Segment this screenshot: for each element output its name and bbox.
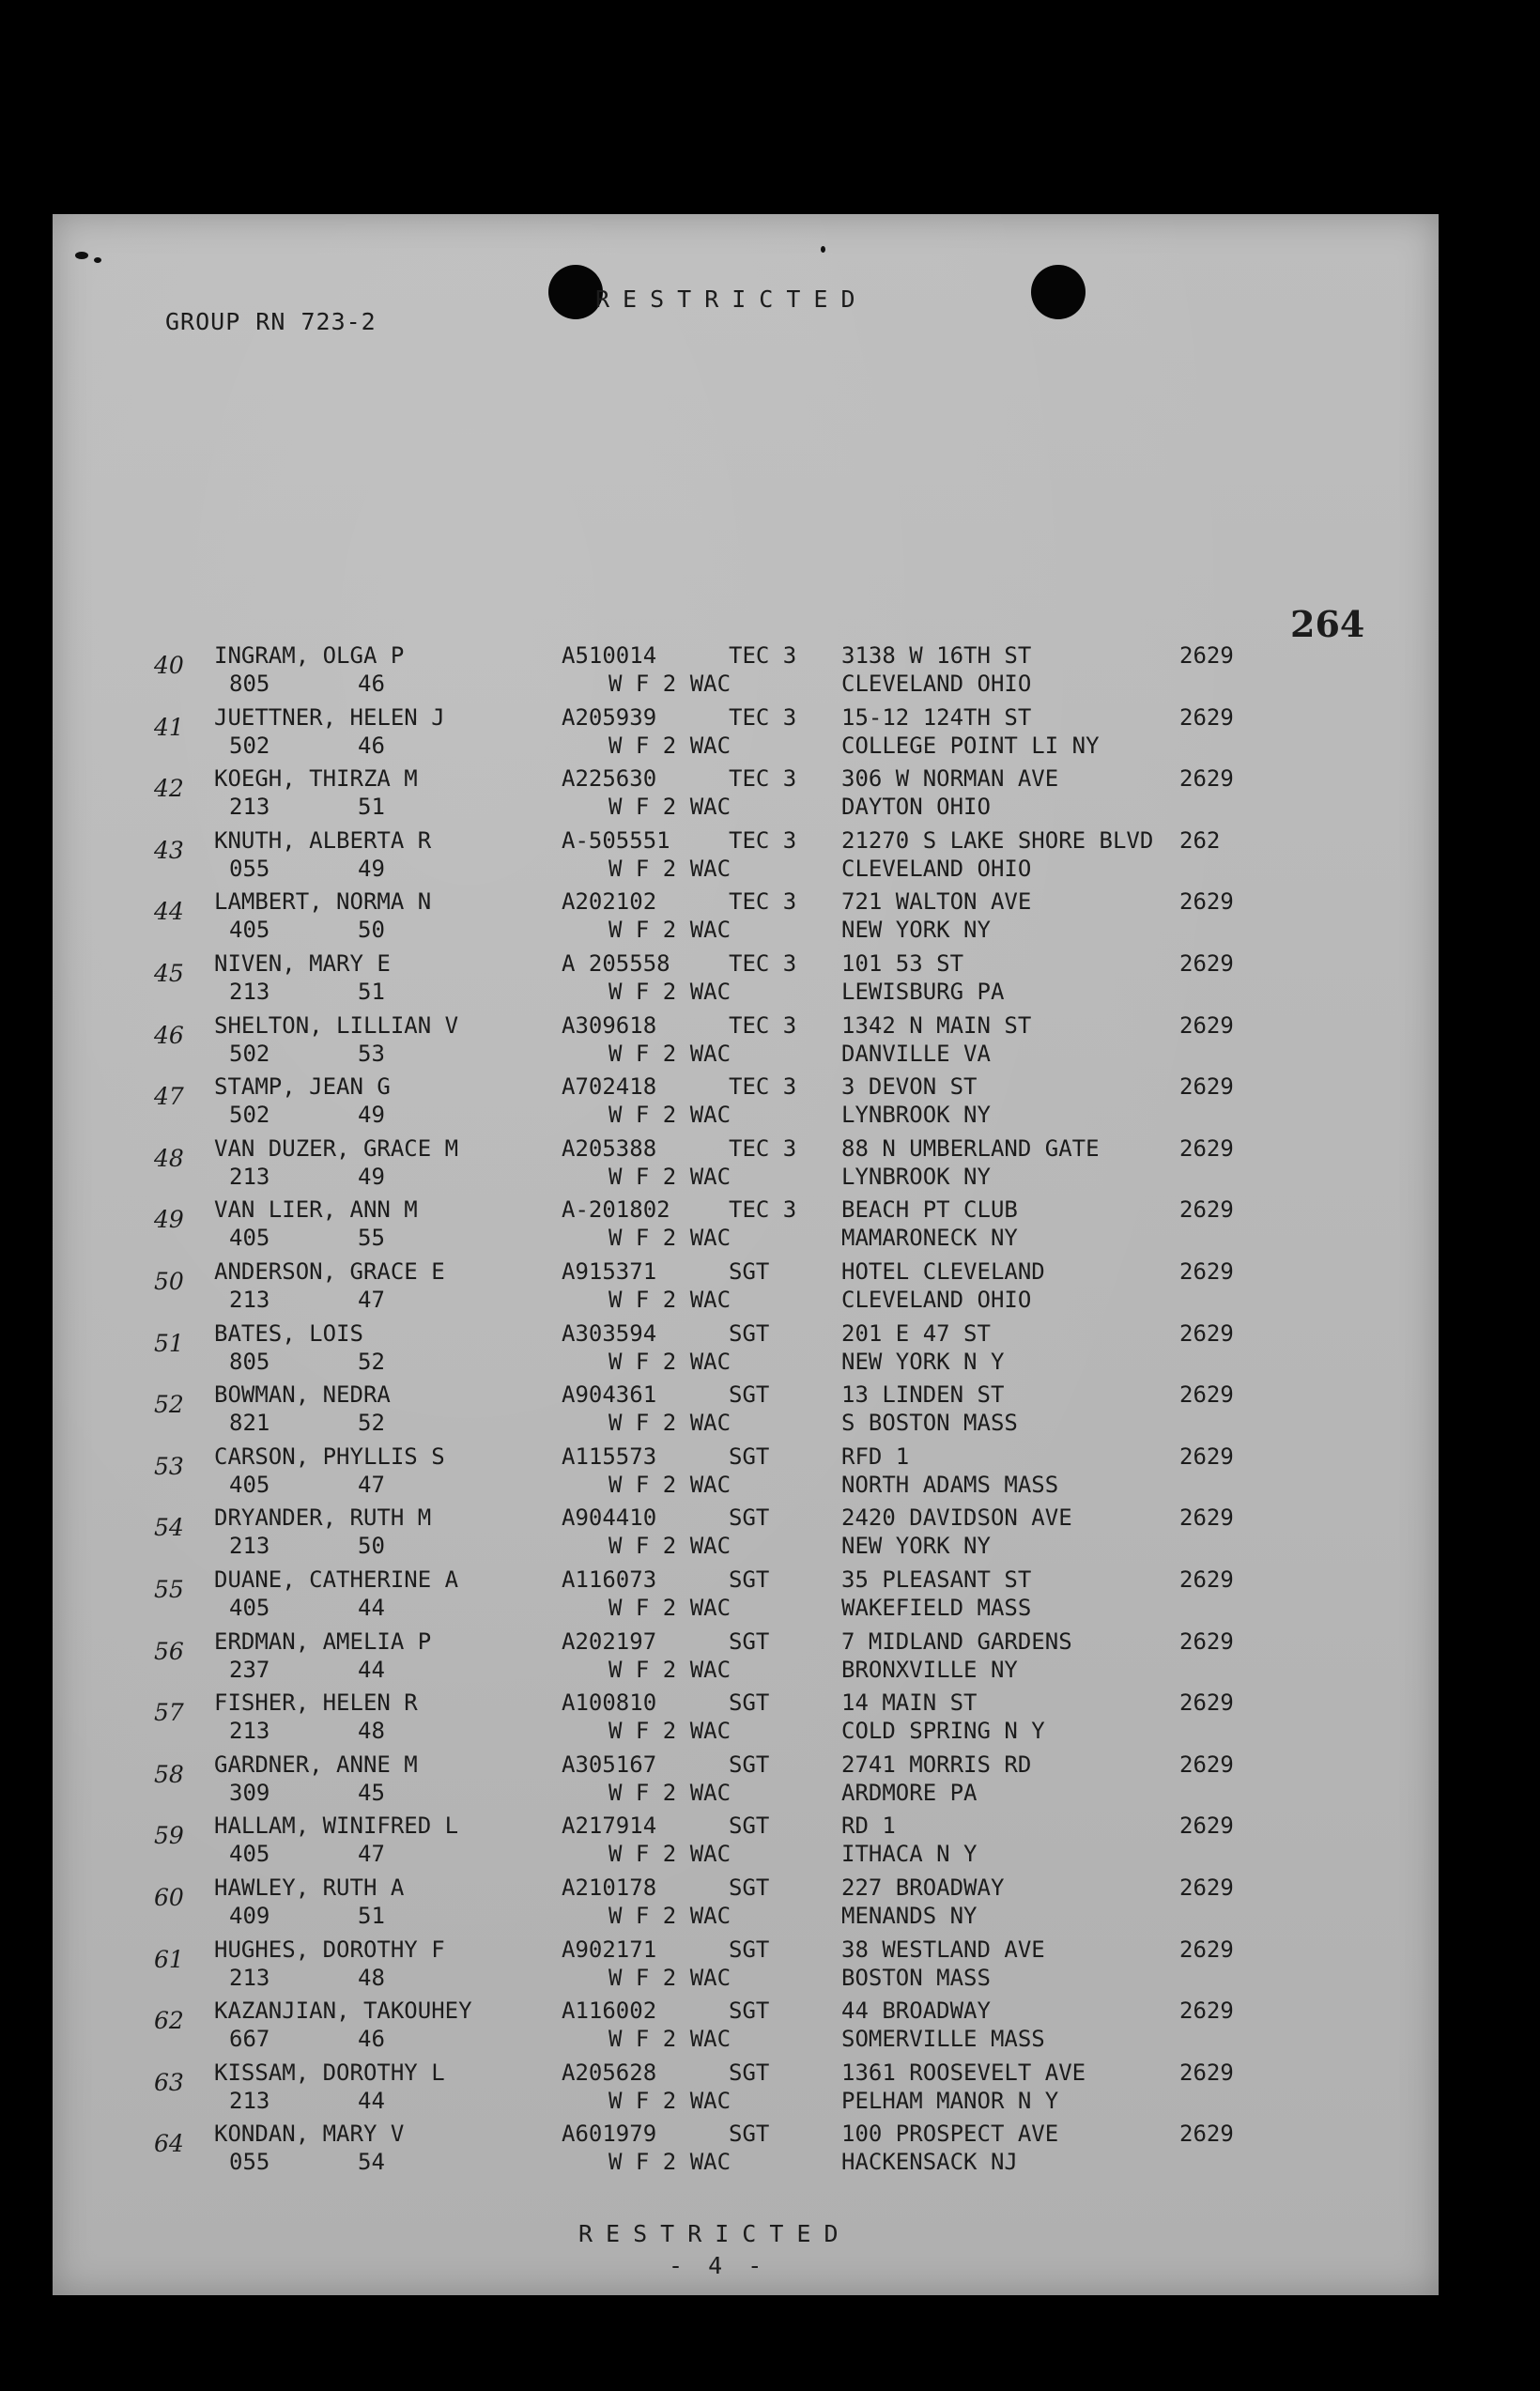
age: 51 [358, 979, 385, 1005]
unit-code: 2629 [1179, 1936, 1234, 1963]
address-line-1: 2741 MORRIS RD [841, 1751, 1032, 1778]
member-name: STAMP, JEAN G [214, 1073, 391, 1101]
member-name: KONDAN, MARY V [214, 2121, 405, 2148]
component: W F 2 WAC [608, 1348, 732, 1375]
address-line-2: LEWISBURG PA [841, 979, 1005, 1005]
age: 49 [358, 855, 385, 882]
serial-number: A205388 [562, 1134, 657, 1162]
component: W F 2 WAC [608, 979, 732, 1005]
address-line-2: NEW YORK N Y [841, 1348, 1005, 1375]
specialty-code: 405 [229, 1595, 270, 1621]
specialty-code: 667 [229, 2026, 270, 2053]
rank: TEC 3 [729, 765, 797, 793]
classification-header: RESTRICTED [595, 285, 869, 313]
roster-entry [53, 1443, 1439, 1505]
address-line-2: HACKENSACK NJ [841, 2149, 1018, 2176]
entry-number: 60 [154, 1884, 184, 1911]
specialty-code: 213 [229, 1163, 270, 1190]
address-line-2: CLEVELAND OHIO [841, 1287, 1032, 1313]
address-line-1: 3 DEVON ST [841, 1073, 978, 1101]
specialty-code: 409 [229, 1903, 270, 1929]
age: 48 [358, 1964, 385, 1991]
address-line-1: 101 53 ST [841, 950, 964, 977]
address-line-2: DAYTON OHIO [841, 794, 991, 821]
age: 51 [358, 1903, 385, 1929]
address-line-1: 14 MAIN ST [841, 1689, 978, 1717]
unit-code: 2629 [1179, 888, 1234, 916]
entry-number: 52 [154, 1391, 184, 1419]
address-line-2: NEW YORK NY [841, 917, 991, 944]
specialty-code: 805 [229, 1348, 270, 1375]
rank: TEC 3 [729, 950, 797, 977]
entry-number: 44 [154, 898, 184, 926]
address-line-1: 721 WALTON AVE [841, 888, 1032, 916]
address-line-1: BEACH PT CLUB [841, 1196, 1018, 1224]
component: W F 2 WAC [608, 917, 732, 944]
member-name: CARSON, PHYLLIS S [214, 1442, 445, 1470]
address-line-1: HOTEL CLEVELAND [841, 1258, 1045, 1285]
punch-hole-right [1031, 265, 1086, 319]
member-name: KOEGH, THIRZA M [214, 765, 418, 793]
serial-number: A-201802 [562, 1196, 670, 1224]
unit-code: 2629 [1179, 1134, 1234, 1162]
member-name: KISSAM, DOROTHY L [214, 2059, 445, 2086]
specialty-code: 213 [229, 1533, 270, 1560]
serial-number: A510014 [562, 642, 657, 669]
rank: TEC 3 [729, 703, 797, 731]
unit-code: 2629 [1179, 1381, 1234, 1409]
specialty-code: 502 [229, 1040, 270, 1067]
entry-number: 55 [154, 1576, 184, 1603]
address-line-2: MENANDS NY [841, 1903, 978, 1929]
roster-entry [53, 1196, 1439, 1258]
entry-number: 57 [154, 1699, 184, 1727]
age: 47 [358, 1841, 385, 1868]
age: 47 [358, 1287, 385, 1313]
entry-number: 51 [154, 1329, 184, 1357]
serial-number: A205939 [562, 703, 657, 731]
roster-entry [53, 2059, 1439, 2121]
member-name: FISHER, HELEN R [214, 1689, 418, 1717]
specialty-code: 405 [229, 917, 270, 944]
unit-code: 2629 [1179, 1813, 1234, 1840]
rank: TEC 3 [729, 1196, 797, 1224]
serial-number: A217914 [562, 1813, 657, 1840]
address-line-2: BRONXVILLE NY [841, 1656, 1018, 1683]
address-line-1: 38 WESTLAND AVE [841, 1936, 1045, 1963]
component: W F 2 WAC [608, 1163, 732, 1190]
rank: SGT [729, 1751, 770, 1778]
component: W F 2 WAC [608, 1903, 732, 1929]
roster-entry [53, 1320, 1439, 1382]
unit-code: 2629 [1179, 950, 1234, 977]
serial-number: A303594 [562, 1319, 657, 1347]
address-line-2: COLD SPRING N Y [841, 1718, 1045, 1745]
page-stamp: 264 [1290, 603, 1365, 645]
specialty-code: 502 [229, 732, 270, 759]
unit-code: 2629 [1179, 2059, 1234, 2086]
member-name: INGRAM, OLGA P [214, 642, 405, 669]
ink-speck [94, 257, 101, 263]
serial-number: A225630 [562, 765, 657, 793]
entry-number: 63 [154, 2068, 184, 2096]
roster-entry [53, 1258, 1439, 1320]
serial-number: A116002 [562, 1998, 657, 2025]
address-line-2: CLEVELAND OHIO [841, 671, 1032, 697]
roster-entry [53, 642, 1439, 704]
entry-number: 47 [154, 1083, 184, 1111]
rank: SGT [729, 1566, 770, 1593]
serial-number: A305167 [562, 1751, 657, 1778]
address-line-2: NORTH ADAMS MASS [841, 1471, 1059, 1498]
unit-code: 2629 [1179, 1011, 1234, 1039]
roster-entry [53, 2121, 1439, 2183]
serial-number: A202197 [562, 1627, 657, 1655]
specialty-code: 213 [229, 1287, 270, 1313]
roster-entry [53, 1689, 1439, 1751]
rank: SGT [729, 1319, 770, 1347]
age: 53 [358, 1040, 385, 1067]
entry-number: 49 [154, 1206, 184, 1234]
address-line-2: ARDMORE PA [841, 1779, 978, 1806]
age: 52 [358, 1410, 385, 1437]
serial-number: A210178 [562, 1874, 657, 1901]
rank: SGT [729, 1627, 770, 1655]
specialty-code: 213 [229, 1964, 270, 1991]
member-name: KNUTH, ALBERTA R [214, 826, 432, 854]
component: W F 2 WAC [608, 1225, 732, 1252]
address-line-1: RFD 1 [841, 1442, 910, 1470]
unit-code: 2629 [1179, 1998, 1234, 2025]
serial-number: A309618 [562, 1011, 657, 1039]
roster-entry [53, 1504, 1439, 1566]
age: 46 [358, 671, 385, 697]
group-label: GROUP RN 723-2 [165, 308, 377, 335]
component: W F 2 WAC [608, 1287, 732, 1313]
document-page [53, 214, 1439, 2295]
roster-entry [53, 1813, 1439, 1874]
serial-number: A116073 [562, 1566, 657, 1593]
rank: SGT [729, 2121, 770, 2148]
component: W F 2 WAC [608, 1471, 732, 1498]
rank: TEC 3 [729, 826, 797, 854]
component: W F 2 WAC [608, 1533, 732, 1560]
roster-entry [53, 1381, 1439, 1443]
roster-entry [53, 1628, 1439, 1690]
component: W F 2 WAC [608, 732, 732, 759]
member-name: BATES, LOIS [214, 1319, 363, 1347]
specialty-code: 821 [229, 1410, 270, 1437]
unit-code: 2629 [1179, 1442, 1234, 1470]
rank: TEC 3 [729, 1134, 797, 1162]
address-line-2: BOSTON MASS [841, 1964, 991, 1991]
rank: TEC 3 [729, 888, 797, 916]
entry-number: 48 [154, 1144, 184, 1172]
specialty-code: 055 [229, 2149, 270, 2176]
serial-number: A202102 [562, 888, 657, 916]
entry-number: 53 [154, 1452, 184, 1480]
entry-number: 50 [154, 1268, 184, 1295]
rank: SGT [729, 1258, 770, 1285]
member-name: LAMBERT, NORMA N [214, 888, 432, 916]
unit-code: 2629 [1179, 1258, 1234, 1285]
unit-code: 2629 [1179, 1874, 1234, 1901]
address-line-1: 1342 N MAIN ST [841, 1011, 1032, 1039]
address-line-2: PELHAM MANOR N Y [841, 2087, 1059, 2114]
specialty-code: 213 [229, 2087, 270, 2114]
age: 46 [358, 2026, 385, 2053]
address-line-1: 44 BROADWAY [841, 1998, 991, 2025]
age: 52 [358, 1348, 385, 1375]
member-name: JUETTNER, HELEN J [214, 703, 445, 731]
age: 45 [358, 1779, 385, 1806]
member-name: SHELTON, LILLIAN V [214, 1011, 459, 1039]
entry-number: 58 [154, 1760, 184, 1788]
component: W F 2 WAC [608, 855, 732, 882]
component: W F 2 WAC [608, 1718, 732, 1745]
address-line-1: 1361 ROOSEVELT AVE [841, 2059, 1086, 2086]
serial-number: A902171 [562, 1936, 657, 1963]
rank: SGT [729, 1689, 770, 1717]
serial-number: A-505551 [562, 826, 670, 854]
address-line-1: RD 1 [841, 1813, 896, 1840]
entry-number: 54 [154, 1514, 184, 1542]
rank: TEC 3 [729, 1011, 797, 1039]
serial-number: A915371 [562, 1258, 657, 1285]
unit-code: 2629 [1179, 1751, 1234, 1778]
unit-code: 2629 [1179, 642, 1234, 669]
classification-footer: RESTRICTED [578, 2220, 852, 2247]
age: 51 [358, 794, 385, 821]
member-name: VAN DUZER, GRACE M [214, 1134, 459, 1162]
roster-entry [53, 704, 1439, 766]
component: W F 2 WAC [608, 2149, 732, 2176]
specialty-code: 055 [229, 855, 270, 882]
member-name: VAN LIER, ANN M [214, 1196, 418, 1224]
age: 48 [358, 1718, 385, 1745]
roster-entry [53, 1751, 1439, 1813]
unit-code: 2629 [1179, 2121, 1234, 2148]
age: 50 [358, 1533, 385, 1560]
unit-code: 2629 [1179, 703, 1234, 731]
specialty-code: 805 [229, 671, 270, 697]
roster-entry [53, 888, 1439, 950]
unit-code: 2629 [1179, 1073, 1234, 1101]
unit-code: 2629 [1179, 1504, 1234, 1532]
rank: TEC 3 [729, 1073, 797, 1101]
age: 49 [358, 1102, 385, 1129]
rank: SGT [729, 1998, 770, 2025]
component: W F 2 WAC [608, 1656, 732, 1683]
roster-entry [53, 950, 1439, 1012]
ink-speck [75, 252, 88, 259]
address-line-1: 7 MIDLAND GARDENS [841, 1627, 1072, 1655]
component: W F 2 WAC [608, 1410, 732, 1437]
serial-number: A601979 [562, 2121, 657, 2148]
age: 55 [358, 1225, 385, 1252]
age: 47 [358, 1471, 385, 1498]
member-name: ERDMAN, AMELIA P [214, 1627, 432, 1655]
unit-code: 2629 [1179, 1627, 1234, 1655]
serial-number: A904361 [562, 1381, 657, 1409]
address-line-2: S BOSTON MASS [841, 1410, 1018, 1437]
rank: SGT [729, 1874, 770, 1901]
address-line-2: ITHACA N Y [841, 1841, 978, 1868]
entry-number: 45 [154, 960, 184, 987]
component: W F 2 WAC [608, 2087, 732, 2114]
component: W F 2 WAC [608, 1040, 732, 1067]
age: 54 [358, 2149, 385, 2176]
specialty-code: 309 [229, 1779, 270, 1806]
address-line-1: 88 N UMBERLAND GATE [841, 1134, 1100, 1162]
address-line-1: 21270 S LAKE SHORE BLVD [841, 826, 1154, 854]
unit-code: 2629 [1179, 1319, 1234, 1347]
member-name: DRYANDER, RUTH M [214, 1504, 432, 1532]
roster-entry [53, 827, 1439, 889]
address-line-2: CLEVELAND OHIO [841, 855, 1032, 882]
specialty-code: 405 [229, 1471, 270, 1498]
component: W F 2 WAC [608, 1964, 732, 1991]
serial-number: A115573 [562, 1442, 657, 1470]
address-line-2: COLLEGE POINT LI NY [841, 732, 1100, 759]
component: W F 2 WAC [608, 2026, 732, 2053]
entry-number: 64 [154, 2130, 184, 2158]
unit-code: 2629 [1179, 1196, 1234, 1224]
roster-entry [53, 1874, 1439, 1936]
age: 46 [358, 732, 385, 759]
entry-number: 56 [154, 1637, 184, 1665]
specialty-code: 213 [229, 794, 270, 821]
serial-number: A904410 [562, 1504, 657, 1532]
address-line-1: 2420 DAVIDSON AVE [841, 1504, 1072, 1532]
rank: TEC 3 [729, 642, 797, 669]
specialty-code: 213 [229, 1718, 270, 1745]
age: 44 [358, 2087, 385, 2114]
unit-code: 2629 [1179, 1689, 1234, 1717]
ink-speck [821, 246, 825, 253]
roster-entry [53, 1566, 1439, 1628]
component: W F 2 WAC [608, 1102, 732, 1129]
rank: SGT [729, 1936, 770, 1963]
address-line-2: DANVILLE VA [841, 1040, 991, 1067]
component: W F 2 WAC [608, 1841, 732, 1868]
specialty-code: 237 [229, 1656, 270, 1683]
serial-number: A702418 [562, 1073, 657, 1101]
address-line-1: 306 W NORMAN AVE [841, 765, 1059, 793]
address-line-2: MAMARONECK NY [841, 1225, 1018, 1252]
entry-number: 61 [154, 1945, 184, 1973]
member-name: HUGHES, DOROTHY F [214, 1936, 445, 1963]
member-name: ANDERSON, GRACE E [214, 1258, 445, 1285]
address-line-1: 3138 W 16TH ST [841, 642, 1032, 669]
member-name: HAWLEY, RUTH A [214, 1874, 405, 1901]
component: W F 2 WAC [608, 671, 732, 697]
rank: SGT [729, 2059, 770, 2086]
roster-entry [53, 1073, 1439, 1135]
roster-entry [53, 1998, 1439, 2059]
specialty-code: 405 [229, 1841, 270, 1868]
address-line-1: 35 PLEASANT ST [841, 1566, 1032, 1593]
unit-code: 262 [1179, 826, 1221, 854]
member-name: DUANE, CATHERINE A [214, 1566, 459, 1593]
component: W F 2 WAC [608, 1779, 732, 1806]
roster-entry [53, 1936, 1439, 1998]
member-name: HALLAM, WINIFRED L [214, 1813, 459, 1840]
age: 44 [358, 1656, 385, 1683]
entry-number: 40 [154, 652, 184, 679]
address-line-1: 13 LINDEN ST [841, 1381, 1005, 1409]
rank: SGT [729, 1381, 770, 1409]
entry-number: 41 [154, 713, 184, 741]
serial-number: A 205558 [562, 950, 670, 977]
member-name: NIVEN, MARY E [214, 950, 391, 977]
member-name: GARDNER, ANNE M [214, 1751, 418, 1778]
member-name: KAZANJIAN, TAKOUHEY [214, 1998, 472, 2025]
address-line-2: LYNBROOK NY [841, 1102, 991, 1129]
unit-code: 2629 [1179, 1566, 1234, 1593]
unit-code: 2629 [1179, 765, 1234, 793]
rank: SGT [729, 1442, 770, 1470]
address-line-1: 201 E 47 ST [841, 1319, 991, 1347]
member-name: BOWMAN, NEDRA [214, 1381, 391, 1409]
component: W F 2 WAC [608, 1595, 732, 1621]
rank: SGT [729, 1504, 770, 1532]
roster-entry [53, 1012, 1439, 1074]
page-number: - 4 - [669, 2252, 768, 2279]
component: W F 2 WAC [608, 794, 732, 821]
address-line-1: 15-12 124TH ST [841, 703, 1032, 731]
roster-entry [53, 1135, 1439, 1197]
specialty-code: 405 [229, 1225, 270, 1252]
address-line-2: NEW YORK NY [841, 1533, 991, 1560]
roster-entry [53, 765, 1439, 827]
address-line-1: 100 PROSPECT AVE [841, 2121, 1059, 2148]
entry-number: 46 [154, 1021, 184, 1049]
specialty-code: 213 [229, 979, 270, 1005]
entry-number: 42 [154, 775, 184, 803]
address-line-1: 227 BROADWAY [841, 1874, 1005, 1901]
rank: SGT [729, 1813, 770, 1840]
entry-number: 43 [154, 836, 184, 864]
specialty-code: 502 [229, 1102, 270, 1129]
address-line-2: LYNBROOK NY [841, 1163, 991, 1190]
age: 50 [358, 917, 385, 944]
serial-number: A100810 [562, 1689, 657, 1717]
entry-number: 59 [154, 1822, 184, 1850]
entry-number: 62 [154, 2007, 184, 2035]
address-line-2: SOMERVILLE MASS [841, 2026, 1045, 2053]
serial-number: A205628 [562, 2059, 657, 2086]
age: 49 [358, 1163, 385, 1190]
address-line-2: WAKEFIELD MASS [841, 1595, 1032, 1621]
age: 44 [358, 1595, 385, 1621]
